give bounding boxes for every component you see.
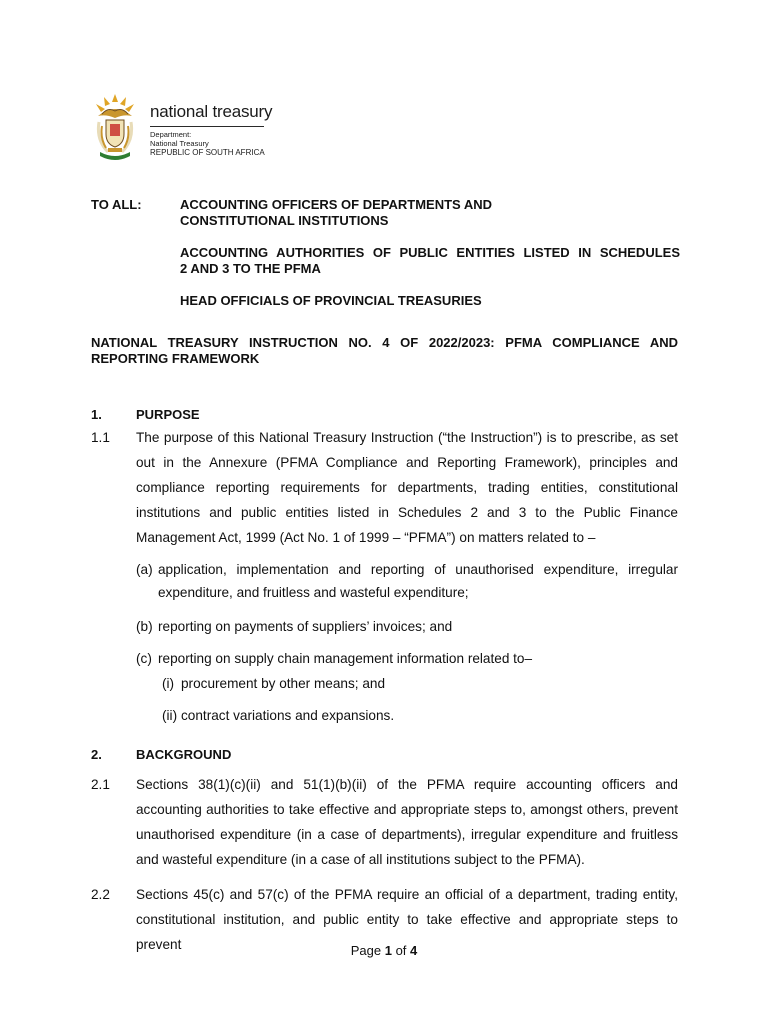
page-of: of [395, 943, 407, 958]
recipient-accounting-authorities [180, 245, 680, 277]
page-number [0, 943, 768, 958]
logo-department-label: Department: [150, 130, 192, 139]
list-label: (c) [136, 651, 152, 666]
logo-name: national treasury [150, 102, 273, 121]
list-item-b: reporting on payments of suppliers’ invoices; and [158, 619, 453, 634]
section-number: 2. [91, 747, 102, 762]
sublist-label: (ii) [162, 708, 178, 723]
instruction-title [91, 335, 678, 367]
logo-divider [150, 126, 264, 127]
page-word: Page [350, 943, 382, 958]
title-line: REPORTING FRAMEWORK [91, 351, 260, 366]
list-label: (b) [136, 619, 153, 634]
paragraph-number: 2.2 [91, 887, 110, 902]
paragraph-number: 2.1 [91, 777, 110, 792]
recipient-line: 2 AND 3 TO THE PFMA [180, 261, 321, 276]
to-all-label: TO ALL: [91, 197, 142, 212]
recipient-line: CONSTITUTIONAL INSTITUTIONS [180, 213, 389, 228]
recipient-head-officials: HEAD OFFICIALS OF PROVINCIAL TREASURIES [180, 293, 482, 308]
sublist-label: (i) [162, 676, 175, 691]
page-current: 1 [384, 943, 392, 958]
section-number: 1. [91, 407, 102, 422]
logo-department-name: National Treasury [150, 139, 209, 148]
recipient-accounting-officers [180, 197, 680, 229]
list-label: (a) [136, 562, 153, 577]
paragraph-background-2-2: Sections 45(c) and 57(c) of the PFMA require an official of a department, trading entity, constitutional institution, and public entity to take effective and appropriate steps to prevent [136, 887, 678, 952]
paragraph-background-2-1: Sections 38(1)(c)(ii) and 51(1)(b)(ii) of the PFMA require accounting officers and accounting authorities to take effective and appropriate steps to, amongst others, prevent unauthorised expenditure (in a case of departments), irregular expenditure and fruitless and wasteful expenditure (in a case of all institutions subject to the PFMA). [136, 777, 678, 867]
logo-country: REPUBLIC OF SOUTH AFRICA [150, 148, 265, 157]
coat-of-arms-icon [90, 92, 140, 164]
national-treasury-logo [90, 92, 273, 164]
list-item-line: application, implementation and reporting of unauthorised expenditure, irregular [158, 562, 678, 577]
title-line: NATIONAL TREASURY INSTRUCTION NO. 4 OF 2022/2023: PFMA COMPLIANCE AND [91, 335, 678, 350]
recipient-line: ACCOUNTING OFFICERS OF DEPARTMENTS AND [180, 197, 492, 212]
recipient-line: ACCOUNTING AUTHORITIES OF PUBLIC ENTITIES LISTED IN SCHEDULES [180, 245, 680, 260]
sublist-item-i: procurement by other means; and [181, 676, 386, 691]
page-total: 4 [410, 943, 418, 958]
list-item-a [158, 562, 678, 600]
list-item-c: reporting on supply chain management information related to– [158, 651, 533, 666]
section-heading-background: BACKGROUND [136, 747, 232, 762]
sublist-item-ii: contract variations and expansions. [181, 708, 395, 723]
paragraph-purpose: The purpose of this National Treasury Instruction (“the Instruction”) is to prescribe, as set out in the Annexure (PFMA Compliance and Reporting Framework), principles and compliance reporting requirements for departments, trading entities, constitutional institutions and public entities listed in Schedules 2 and 3 to the Public Finance Management Act, 1999 (Act No. 1 of 1999 – “PFMA”) on matters related to – [136, 430, 678, 545]
paragraph-number: 1.1 [91, 430, 110, 445]
list-item-line: expenditure, and fruitless and wasteful expenditure; [158, 585, 469, 600]
section-heading-purpose: PURPOSE [136, 407, 200, 422]
